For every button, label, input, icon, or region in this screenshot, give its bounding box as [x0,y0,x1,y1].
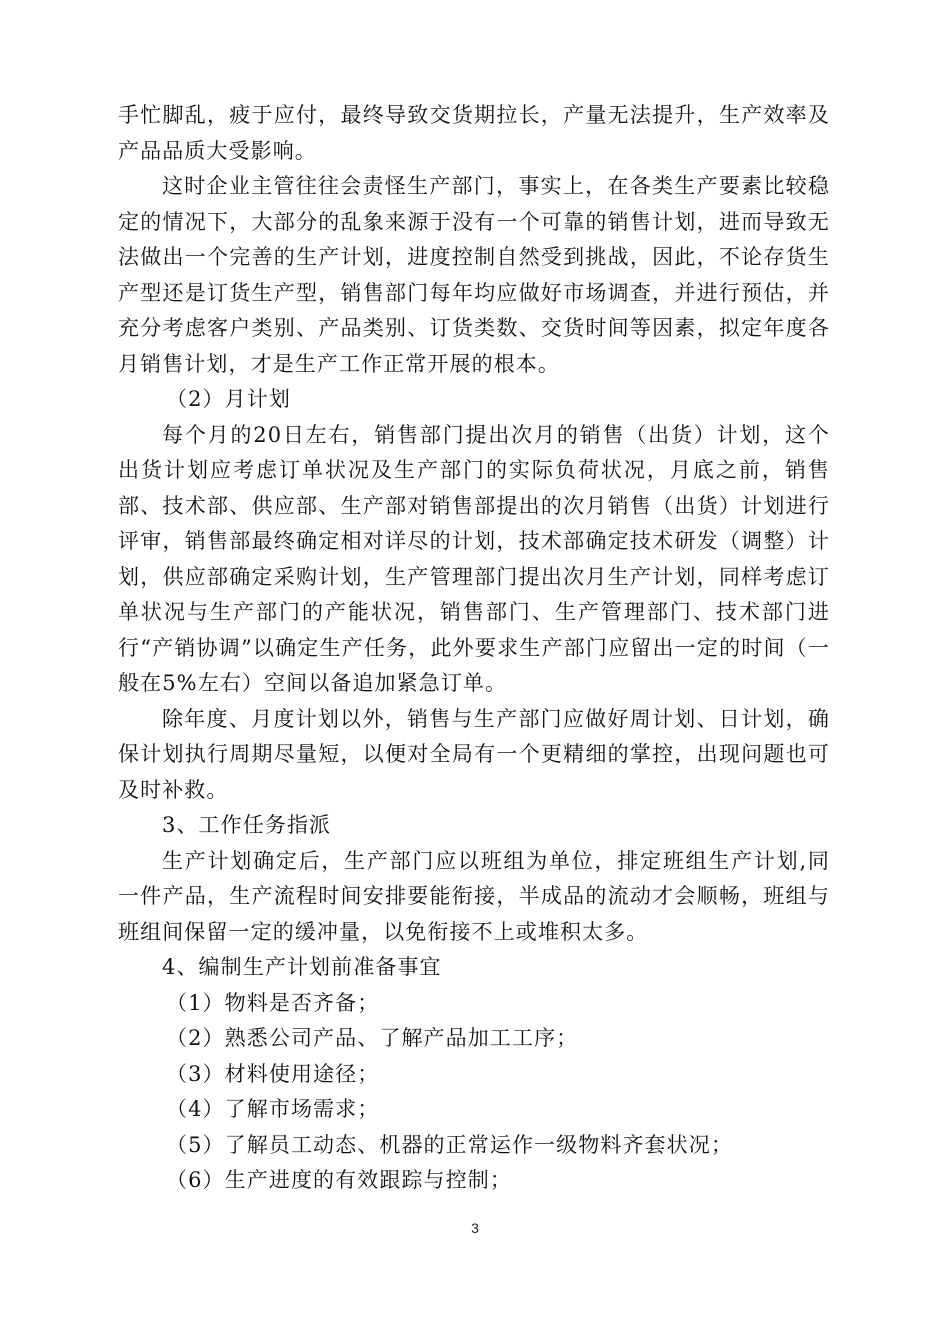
paragraph-sales-plan-importance: 这时企业主管往往会责怪生产部门，事实上，在各类生产要素比较稳定的情况下，大部分的乱象来源于没有一个可靠的销售计划，进而导致无法做出一个完善的生产计划，进度控制自然受到挑战，因此，不论存货生产型还是订货生产型，销售部门每年均应做好市场调查，并进行预估，并充分考虑客户类别、产品类别、订货类数、交货时间等因素，拟定年度各月销售计划，才是生产工作正常开展的根本。 [118,174,830,376]
list-item: （4）了解市场需求； [166,1097,380,1121]
list-item: （1）物料是否齐备； [166,990,380,1015]
heading-preparation: 4、编制生产计划前准备事宜 [162,955,442,979]
subheading-monthly-plan: （2）月计划 [166,387,291,411]
page-number: 3 [471,1220,479,1236]
list-item: （5）了解员工动态、机器的正常运作一级物料齐套状况； [166,1132,733,1157]
paragraph-weekly-daily-plan: 除年度、月度计划以外，销售与生产部门应做好周计划、日计划，确保计划执行周期尽量短，以便对全局有一个更精细的掌控，出现问题也可及时补救。 [118,706,830,802]
paragraph-task-assignment: 生产计划确定后，生产部门应以班组为单位，排定班组生产计划,同一件产品，生产流程时间安排要能衔接，半成品的流动才会顺畅，班组与班组间保留一定的缓冲量，以免衔接不上或堆积太多。 [118,848,830,944]
heading-task-assignment: 3、工作任务指派 [162,813,332,837]
paragraph-monthly-plan: 每个月的20日左右，销售部门提出次月的销售（出货）计划，这个出货计划应考虑订单状况及生产部门的实际负荷状况，月底之前，销售部、技术部、供应部、生产部对销售部提出的次月销售（出货）计划进行评审，销售部最终确定相对详尽的计划，技术部确定技术研发（调整）计划，供应部确定采购计划，生产管理部门提出次月生产计划，同样考虑订单状况与生产部门的产能状况，销售部门、生产管理部门、技术部门进行“产销协调”以确定生产任务，此外要求生产部门应留出一定的时间（一般在5%左右）空间以备追加紧急订单。 [118,422,830,695]
paragraph-continuation: 手忙脚乱，疲于应付，最终导致交货期拉长，产量无法提升，生产效率及产品品质大受影响。 [118,103,830,163]
list-item: （2）熟悉公司产品、了解产品加工工序； [166,1026,579,1050]
list-item: （6）生产进度的有效跟踪与控制； [166,1168,512,1192]
page-body [118,98,830,1199]
list-item: （3）材料使用途径； [166,1061,380,1086]
